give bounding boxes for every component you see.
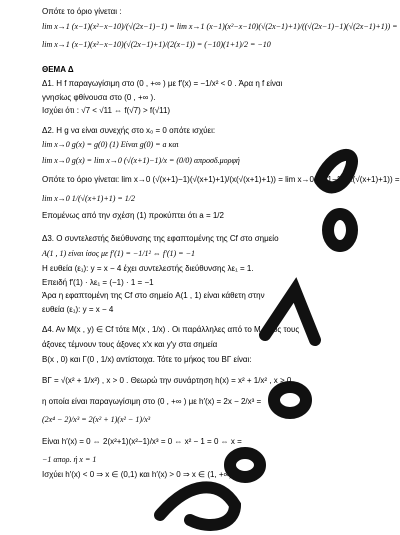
text-line: Οπότε το όριο γίνεται: lim x→0 (√(x+1)−1)(√(x+1)+1)/(x(√(x+1)+1)) = lim x→0 (x+1−1)/(x(√(x+1)+1)) = (42, 175, 400, 184)
text-line: Δ1. Η f παραγωγίσιμη στο (0 , +∞ ) με f′(x) = −1/x² < 0 . Άρα η f είναι (42, 79, 283, 88)
text-line: ευθεία (ε₁): y = x − 4 (42, 305, 114, 314)
section-heading: ΘΕΜΑ Δ (42, 65, 74, 74)
text-line: Επομένως από την σχέση (1) προκύπτει ότι a = 1/2 (42, 211, 224, 220)
text-line: A(1 , 1) είναι ίσος με f′(1) = −1/1² ⇔ f′(1) = −1 (42, 249, 195, 258)
text-line: −1 απορ. ή x = 1 (42, 455, 97, 464)
text-line: (2x⁴ − 2)/x³ = 2(x² + 1)(x² − 1)/x³ (42, 415, 151, 424)
text-line: η οποία είναι παραγωγίσιμη στο (0 , +∞ ) με h′(x) = 2x − 2/x³ = (42, 397, 262, 406)
text-line: BΓ = √(x² + 1/x²) , x > 0 . Θεωρώ την συνάρτηση h(x) = x² + 1/x² , x > 0 (42, 376, 292, 385)
text-line: lim x→0 g(x) = lim x→0 (√(x+1)−1)/x = (0/0) απροσδ.μορφή (42, 156, 240, 165)
text-line: γνησίως φθίνουσα στο (0 , +∞ ). (42, 93, 156, 102)
text-line: Είναι h′(x) = 0 ⇔ 2(x²+1)(x²−1)/x³ = 0 ⇔ x² − 1 = 0 ⇔ x = (42, 437, 242, 446)
text-line: άξονες τέμνουν τους άξονες x′x και y′y στα σημεία (42, 340, 218, 349)
text-line: Δ3. Ο συντελεστής διεύθυνσης της εφαπτομένης της Cf στο σημείο (42, 234, 279, 243)
text-line: Επειδή f′(1) · λε₁ = (−1) · 1 = −1 (42, 278, 154, 287)
text-line: lim x→1 (x−1)(x²−x−10)(√(2x−1)+1)/(2(x−1)) = (−10)(1+1)/2 = −10 (42, 40, 271, 49)
text-line: Οπότε το όριο γίνεται : (42, 7, 122, 16)
text-line: lim x→1 (x−1)(x²−x−10)/(√(2x−1)−1) = lim x→1 (x−1)(x²−x−10)(√(2x−1)+1)/((√(2x−1)−1)(√(2x−1)+1)) = (42, 22, 398, 31)
text-line: B(x , 0) και Γ(0 , 1/x) αντίστοιχα. Τότε το μήκος του ΒΓ είναι: (42, 355, 252, 364)
text-line: Η ευθεία (ε₁): y = x − 4 έχει συντελεστής διεύθυνσης λε₁ = 1. (42, 264, 254, 273)
text-line: Ισχύει ότι : √7 < √11 ⇔ f(√7) > f(√11) (42, 106, 171, 115)
text-line: Δ2. Η g να είναι συνεχής στο x₀ = 0 οπότε ισχύει: (42, 126, 216, 135)
text-line: lim x→0 g(x) = g(0) (1) Είναι g(0) = a και (42, 140, 179, 149)
text-line: lim x→0 1/(√(x+1)+1) = 1/2 (42, 194, 136, 203)
text-line: Δ4. Αν M(x , y) ∈ Cf τότε M(x , 1/x) . Οι παράλληλες από το Μ προς τους (42, 325, 300, 334)
text-line: Ισχύει h′(x) < 0 ⇒ x ∈ (0,1) και h′(x) > 0 ⇒ x ∈ (1, +∞) (42, 470, 232, 479)
text-line: Άρα η εφαπτομένη της Cf στο σημείο A(1 , 1) είναι κάθετη στην (42, 291, 265, 300)
